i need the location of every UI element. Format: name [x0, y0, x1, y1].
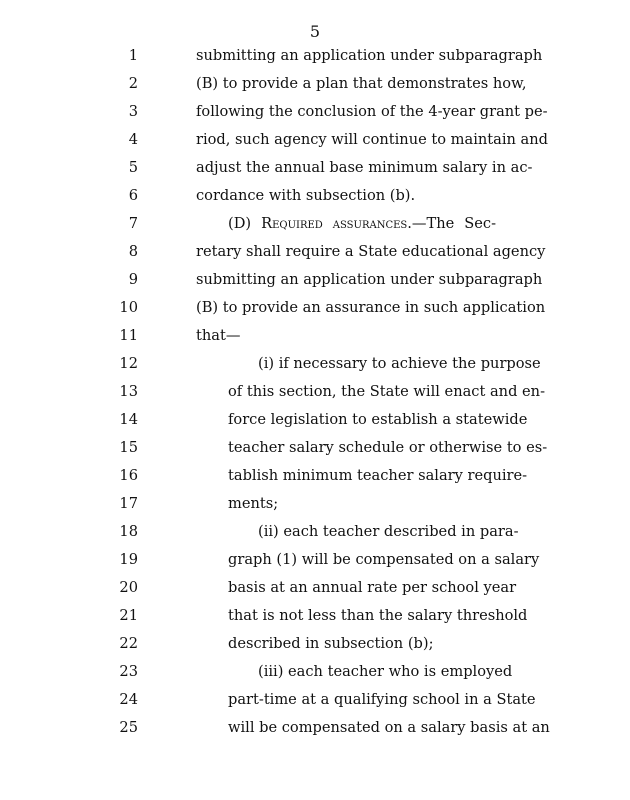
text-line [0, 407, 630, 433]
text-line [0, 491, 630, 517]
line-text: (i) if necessary to achieve the purpose [258, 355, 541, 372]
line-number: 11 [119, 327, 138, 344]
subparagraph-heading: Required assurances [261, 215, 408, 232]
line-number: 9 [128, 271, 138, 288]
line-text: retary shall require a State educational agency [196, 243, 546, 260]
line-text [228, 211, 496, 237]
line-number: 18 [119, 523, 138, 540]
text-line [0, 575, 630, 601]
line-text: adjust the annual base minimum salary in ac- [196, 159, 533, 176]
text-line [0, 715, 630, 741]
line-text: (ii) each teacher described in para- [258, 523, 519, 540]
line-text: following the conclusion of the 4-year grant pe- [196, 103, 548, 120]
line-number: 25 [119, 719, 138, 736]
line-text: (iii) each teacher who is employed [258, 663, 513, 680]
line-text: of this section, the State will enact and en- [228, 383, 546, 400]
line-number: 2 [128, 75, 138, 92]
line-text: submitting an application under subparagraph [196, 47, 543, 64]
line-number: 21 [119, 607, 138, 624]
line-text: part-time at a qualifying school in a State [228, 691, 536, 708]
line-number: 14 [119, 411, 138, 428]
line-number: 4 [128, 131, 138, 148]
line-number: 13 [119, 383, 138, 400]
line-text: (B) to provide an assurance in such application [196, 299, 546, 316]
line-text: submitting an application under subparagraph [196, 271, 543, 288]
line-text: force legislation to establish a statewide [228, 411, 528, 428]
text-line [0, 519, 630, 545]
line-number: 5 [128, 159, 138, 176]
text-line [0, 71, 630, 97]
line-number: 1 [128, 47, 138, 64]
page-number: 5 [309, 22, 321, 41]
line-number: 8 [128, 243, 138, 260]
line-number: 7 [128, 215, 138, 232]
text-line [0, 435, 630, 461]
line-text: will be compensated on a salary basis at an [228, 719, 550, 736]
line-text: ments; [228, 495, 279, 512]
text-line [0, 211, 630, 237]
line-number: 6 [128, 187, 138, 204]
line-number: 15 [119, 439, 138, 456]
line-text: basis at an annual rate per school year [228, 579, 517, 596]
line-number: 10 [119, 299, 138, 316]
text-line [0, 631, 630, 657]
text-line [0, 267, 630, 293]
line-text-rest: .—The Sec- [407, 215, 496, 232]
text-line [0, 99, 630, 125]
text-line [0, 351, 630, 377]
line-text: cordance with subsection (b). [196, 187, 416, 204]
line-number: 17 [119, 495, 138, 512]
line-number: 23 [119, 663, 138, 680]
line-text: tablish minimum teacher salary require- [228, 467, 528, 484]
line-text: described in subsection (b); [228, 635, 434, 652]
line-text: riod, such agency will continue to maintain and [196, 131, 548, 148]
text-line [0, 183, 630, 209]
line-number: 16 [119, 467, 138, 484]
line-number: 20 [119, 579, 138, 596]
line-text: teacher salary schedule or otherwise to es- [228, 439, 548, 456]
text-line [0, 463, 630, 489]
line-number: 19 [119, 551, 138, 568]
text-line [0, 239, 630, 265]
line-text: that is not less than the salary threshold [228, 607, 528, 624]
text-line [0, 323, 630, 349]
line-text: (B) to provide a plan that demonstrates how, [196, 75, 527, 92]
text-line [0, 687, 630, 713]
text-line [0, 43, 630, 69]
line-number: 24 [119, 691, 138, 708]
line-number: 3 [128, 103, 138, 120]
subparagraph-label: (D) [228, 215, 262, 232]
line-text: that— [196, 327, 241, 344]
line-number: 12 [119, 355, 138, 372]
text-line [0, 547, 630, 573]
text-line [0, 379, 630, 405]
line-number: 22 [119, 635, 138, 652]
text-line [0, 155, 630, 181]
text-line [0, 659, 630, 685]
text-line [0, 603, 630, 629]
text-line [0, 295, 630, 321]
line-text: graph (1) will be compensated on a salary [228, 551, 540, 568]
text-line [0, 127, 630, 153]
